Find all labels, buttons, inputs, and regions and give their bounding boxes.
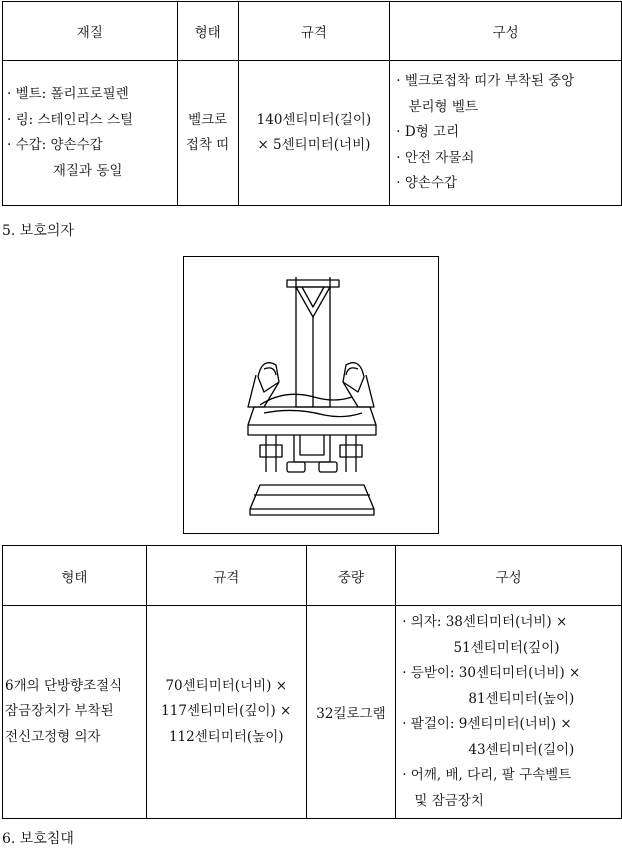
chair-spec-table <box>2 545 622 819</box>
protective-chair-figure <box>183 256 439 534</box>
section-5-title: 5. 보호의자 <box>2 223 74 239</box>
protective-chair-illustration <box>184 257 438 533</box>
header-form: 형태 <box>177 2 238 61</box>
form-cell: 벨크로 접착 띠 <box>177 61 238 206</box>
table-header-row <box>3 546 622 606</box>
spec-cell: 70센티미터(너비) × 117센티미터(깊이) × 112센티미터(높이) <box>146 606 306 819</box>
header-material: 재질 <box>3 2 178 61</box>
header-composition: 구성 <box>390 2 622 61</box>
weight-cell: 32킬로그램 <box>306 606 396 819</box>
table-row <box>3 61 622 206</box>
table-row <box>3 606 622 819</box>
header-spec: 규격 <box>146 546 306 606</box>
header-spec: 규격 <box>238 2 390 61</box>
composition-cell: · 벨크로접착 띠가 부착된 중앙 분리형 벨트 · D형 고리 · 안전 자물쇠 · 양손수갑 <box>390 61 622 206</box>
belt-spec-table <box>2 1 622 206</box>
header-form: 형태 <box>3 546 147 606</box>
table-header-row <box>3 2 622 61</box>
spec-cell: 140센티미터(길이) × 5센티미터(너비) <box>238 61 390 206</box>
header-composition: 구성 <box>396 546 622 606</box>
composition-cell: · 의자: 38센티미터(너비) × 51센티미터(깊이) · 등받이: 30센티미터(너비) × 81센티미터(높이) · 팔걸이: 9센티미터(너비) × 43센티미터(길이) · 어깨, 배, 다리, 팔 구속벨트 및 잠금장치 <box>396 606 622 819</box>
form-cell: 6개의 단방향조절식 잠금장치가 부착된 전신고정형 의자 <box>3 606 147 819</box>
section-6-title: 6. 보호침대 <box>2 831 74 847</box>
material-cell: · 벨트: 폴리프로필렌 · 링: 스테인리스 스틸 · 수갑: 양손수갑 재질과 동일 <box>3 61 178 206</box>
header-weight: 중량 <box>306 546 396 606</box>
